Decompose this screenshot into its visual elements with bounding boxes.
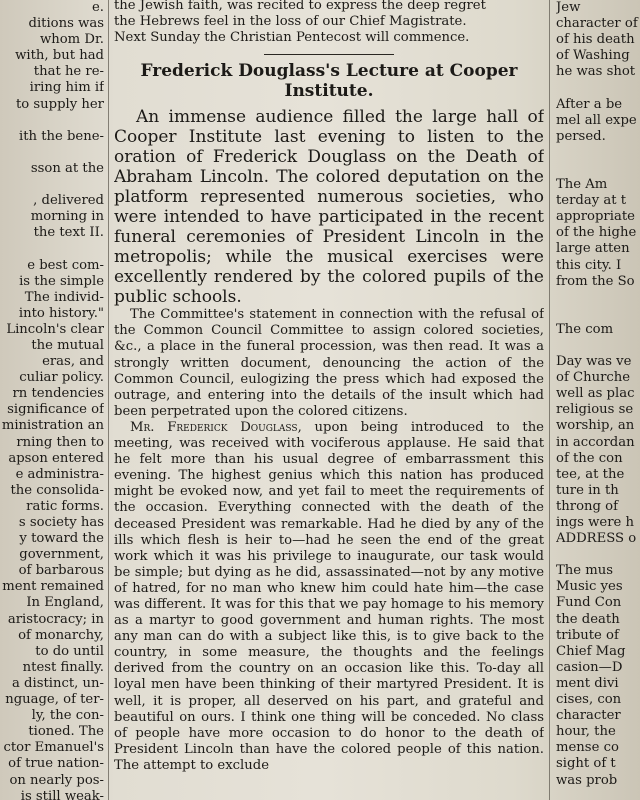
- left-column: [0, 0, 104, 800]
- left-column-line: ctor Emanuel's: [3, 740, 104, 756]
- right-column-line: of his death: [556, 32, 635, 48]
- left-column-line: sson at the: [30, 160, 104, 176]
- left-column-line: ly, the con-: [31, 708, 104, 724]
- right-column-line: mense co: [556, 740, 619, 756]
- right-column-line: character: [556, 708, 621, 724]
- left-column-line: ratic forms.: [26, 498, 104, 514]
- right-column-line: mel all expe: [556, 112, 637, 128]
- right-column-line: large atten: [556, 241, 630, 257]
- left-column-line: Lincoln's clear: [6, 321, 104, 337]
- right-column-line: Jew: [556, 0, 581, 15]
- right-column-line: throng of: [556, 498, 618, 514]
- left-column-line: a distinct, un-: [11, 675, 104, 691]
- left-column-line: on nearly pos-: [9, 772, 104, 788]
- right-column-line: persed.: [556, 128, 606, 144]
- left-column-line: significance of: [7, 402, 104, 418]
- top-line-3: Next Sunday the Christian Pentecost will commence.: [114, 30, 470, 46]
- right-column-line: of the con: [556, 450, 623, 466]
- left-column-line: ditions was: [28, 16, 104, 32]
- right-column-line: character of: [556, 16, 638, 32]
- paragraph-committee-statement: The Committee's statement in connection with the refusal of the Common Council Committee to assign colored societies, &c., a place in the funeral procession, was then read. It was a strongly written document, denouncing the action of the Common Council, eulogizing the press which had exposed the outrage, and entering into the details of the insult which had been perpetrated upon the colored citizens.: [114, 307, 544, 419]
- left-column-line: [0, 145, 104, 161]
- right-column-line: ture in th: [556, 482, 619, 498]
- right-column-line: tee, at the: [556, 466, 625, 482]
- left-column-line: iring him if: [29, 80, 104, 96]
- middle-column: [114, 0, 544, 800]
- right-column-line: Chief Mag: [556, 643, 626, 659]
- right-column-line: The Am: [556, 177, 608, 193]
- right-column-line: ings were h: [556, 515, 634, 530]
- right-column-line: [556, 338, 640, 354]
- separator-rule: [264, 54, 394, 55]
- right-column-line: casion—D: [556, 659, 623, 675]
- right-column-line: [556, 290, 640, 306]
- left-column-line: of true nation-: [8, 756, 104, 772]
- top-line-1: the Jewish faith, was recited to express the deep regret: [114, 0, 486, 13]
- lead-paragraph: An immense audience filled the large hall of Cooper Institute last evening to listen to the oration of Frederick Douglass on the Death of Abraham Lincoln. The colored deputation on the platform represented numerous societies, who were intended to have participated in the recent funeral ceremonies of President Lincoln in the metropolis; while the musical exercises were excellently rendered by the colored pupils of the public schools.: [114, 107, 544, 308]
- left-column-line: ntest finally.: [22, 659, 104, 675]
- left-column-line: The individ-: [24, 289, 104, 305]
- right-column-line: [556, 306, 640, 322]
- right-column-line: of Washing: [556, 48, 630, 64]
- left-column-line: of monarchy,: [18, 627, 104, 643]
- left-column-line: government,: [19, 547, 104, 563]
- right-column-line: tribute of: [556, 627, 619, 643]
- right-column-line: in accordan: [556, 434, 635, 450]
- right-column-line: well as plac: [556, 386, 635, 402]
- left-column-line: apson entered: [8, 450, 104, 466]
- right-column-line: of the highe: [556, 225, 637, 241]
- left-column-line: [0, 241, 104, 257]
- right-column-line: [556, 145, 640, 161]
- left-column-line: In England,: [26, 595, 104, 611]
- left-column-line: with, but had: [15, 48, 104, 64]
- left-column-line: to do until: [35, 643, 104, 659]
- left-column-line: aristocracy; in: [7, 611, 104, 627]
- left-column-line: rning then to: [16, 434, 104, 450]
- right-column-line: [556, 80, 640, 96]
- left-column-line: ment remained: [2, 579, 104, 595]
- left-column-line: into history.": [18, 305, 104, 321]
- column-rule-right: [549, 0, 550, 800]
- top-line-2: the Hebrews feel in the loss of our Chief Magistrate.: [114, 14, 467, 30]
- speech-text: upon being introduced to the meeting, was received with vociferous applause. He said that he felt more than his usual degree of embarrassment this evening. The highest genius which this nation has produced might be evoked now, and yet fail to meet the requirements of the occasion. Everything connected with the death of the deceased President was remarkable. Had he died by any of the ills which flesh is heir to—had he seen the end of the great work which it was his privilege to inaugurate, our task would be simple; but dying as he did, assassinated—not by any motive of hatred, for no man who knew him could hate him—the case was different. It was for this that we pay homage to his memory as a martyr to good government and human rights. The most any man can do with a subject like this, is to give back to the country, in some measure, the thoughts and the feelings derived from the country on an occasion like this. To-day all loyal men have been thinking of their martyred President. It is well, it is proper, all deserved on his part, and grateful and beautiful on ours. I think one thing will be conceded. No class of people have more occasion to do honor to the death of President Lincoln than have the colored people of this nation. The attempt to exclude: [114, 419, 544, 773]
- right-column-line: terday at t: [556, 193, 627, 209]
- article-heading: Frederick Douglass's Lecture at Cooper Institute.: [140, 61, 518, 102]
- right-column-line: worship, an: [556, 418, 635, 434]
- left-column-line: is still weak-: [20, 788, 104, 800]
- left-column-line: rn tendencies: [12, 386, 104, 402]
- left-column-line: the mutual: [31, 337, 104, 353]
- right-column-line: [556, 547, 640, 563]
- paragraph-douglass-speech: [114, 420, 544, 774]
- right-column-line: cises, con: [556, 692, 622, 708]
- right-column-line: was prob: [556, 772, 618, 788]
- column-rule-left: [108, 0, 109, 800]
- left-column-line: to supply her: [15, 96, 104, 112]
- right-column-line: sight of t: [556, 756, 616, 772]
- left-column-line: that he re-: [33, 64, 104, 80]
- right-column-line: Music yes: [556, 579, 623, 595]
- right-column-line: hour, the: [556, 724, 616, 740]
- right-column-line: from the So: [556, 273, 635, 289]
- left-column-line: eras, and: [42, 354, 104, 370]
- left-column-line: , delivered: [33, 193, 104, 209]
- right-column-line: religious se: [556, 402, 634, 418]
- right-column-line: the death: [556, 611, 620, 627]
- left-column-line: the text II.: [33, 225, 104, 241]
- left-column-line: s society has: [18, 515, 104, 530]
- left-column-line: e administra-: [15, 466, 104, 482]
- left-column-line: morning in: [30, 209, 104, 225]
- left-column-line: ith the bene-: [19, 128, 104, 144]
- right-column-line: he was shot: [556, 64, 636, 80]
- left-column-line: nguage, of ter-: [5, 692, 104, 708]
- right-column-line: of Churche: [556, 370, 631, 386]
- left-column-line: the consolida-: [10, 482, 104, 498]
- right-column-line: Day was ve: [556, 354, 632, 370]
- right-column-line: [556, 161, 640, 177]
- right-column-line: The mus: [556, 563, 614, 579]
- left-column-line: tioned. The: [28, 724, 104, 740]
- right-column-line: ment divi: [556, 675, 619, 691]
- left-column-line: [0, 113, 104, 129]
- speaker-name: Mr. Frederick Douglass,: [130, 419, 302, 435]
- right-column: [556, 0, 640, 800]
- right-column-line: The com: [556, 321, 614, 337]
- left-column-line: whom Dr.: [39, 32, 104, 48]
- left-column-line: y toward the: [19, 531, 104, 547]
- right-column-line: ADDRESS o: [556, 531, 637, 547]
- left-column-line: culiar policy.: [19, 370, 104, 386]
- left-column-line: is the simple: [19, 273, 104, 289]
- left-column-line: e best com-: [27, 257, 104, 273]
- left-column-line: of barbarous: [18, 563, 104, 579]
- right-column-line: After a be: [556, 96, 623, 112]
- left-column-line: e.: [92, 0, 104, 15]
- right-column-line: this city. I: [556, 257, 622, 273]
- right-column-line: appropriate: [556, 209, 635, 225]
- left-column-line: ministration an: [1, 418, 104, 434]
- right-column-line: Fund Con: [556, 595, 622, 611]
- left-column-line: [0, 177, 104, 193]
